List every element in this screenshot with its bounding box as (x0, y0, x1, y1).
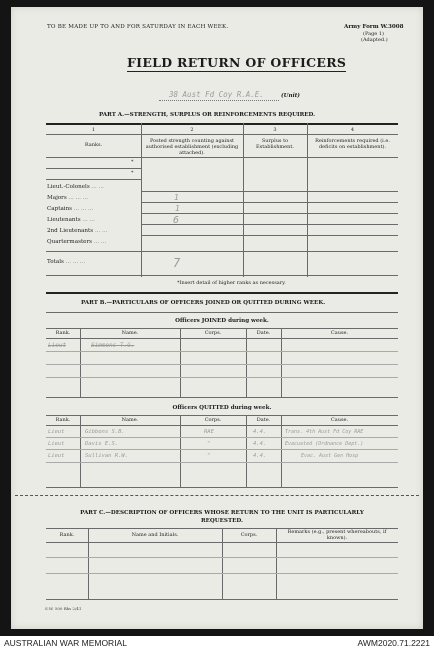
totals-rule (46, 251, 398, 252)
part-c-vline (88, 528, 89, 599)
rank-lieut-colonels: Lieut.-Colonels ... ... (47, 184, 104, 190)
ranks-header: Ranks. (84, 142, 103, 148)
adapted-note: (Adapted.) (361, 37, 388, 43)
quitted-row-2-rank: Lieut (48, 441, 65, 447)
quitted-row-1-corps: RAE (204, 429, 214, 435)
quitted-row-3-rank: Lieut (48, 453, 65, 459)
quitted-vline (80, 415, 81, 487)
part-c-vline (276, 528, 277, 599)
rank-2nd-lieutenants: 2nd Lieutenants ... ... (47, 228, 108, 234)
quitted-bottom-rule (46, 487, 398, 488)
joined-vline (80, 328, 81, 397)
unit-label: (Unit) (281, 93, 300, 99)
quitted-col-cause: Cause. (330, 417, 349, 423)
quitted-row-2-name: Davis E.S. (85, 441, 119, 447)
captains-count: 1 (175, 204, 180, 213)
quitted-vline (180, 415, 181, 487)
quitted-col-corps: Corps. (204, 417, 222, 423)
part-a-top-rule (46, 123, 398, 125)
quitted-row-3-corps: " (207, 453, 211, 459)
row-rule (141, 202, 398, 203)
quitted-vline (246, 415, 247, 487)
totals-text: Totals (47, 259, 64, 265)
rank-rule (46, 168, 141, 169)
rank-lieutenants: Lieutenants ... ... (47, 217, 95, 223)
custom-rank-marker-1: * (131, 159, 134, 165)
row-rule (141, 191, 398, 192)
joined-bottom-rule (46, 397, 398, 398)
part-c-col-rank: Rank. (59, 532, 75, 538)
quitted-row-1-cause: Trans. 4th Aust Fd Coy RAE (285, 429, 364, 435)
part-c-heading-line1: PART C.—DESCRIPTION OF OFFICERS WHOSE RETURN TO THE UNIT IS PARTICULARLY (80, 510, 364, 516)
footer-accession: AWM2020.71.2221 (357, 638, 430, 648)
rank-label: Captains (47, 206, 73, 212)
quitted-row-2-cause: Evacuated (Ordnance Dept.) (285, 441, 364, 447)
page-number: (Page 1) (363, 31, 384, 37)
rank-label: Majors (47, 195, 67, 201)
rank-label: 2nd Lieutenants (47, 228, 94, 234)
part-c-col-name: Name and Initials. (131, 532, 179, 538)
quitted-row-rule (46, 449, 398, 450)
quitted-col-rank: Rank. (55, 417, 71, 423)
rank-label: Lieutenants (47, 217, 81, 223)
row-rule (141, 224, 398, 225)
lieutenants-count: 6 (173, 215, 180, 226)
part-a-vline-1 (141, 123, 142, 277)
print-code: S.W. 500 Bks 2/41 (45, 606, 82, 611)
unit-dotted-line (159, 100, 279, 101)
joined-header-rule-top (46, 328, 398, 329)
quitted-row-3-cause: Evac. Aust Gen Hosp (301, 453, 359, 459)
col-number-4: 4 (350, 127, 355, 133)
quitted-header-rule-top (46, 415, 398, 416)
joined-col-date: Date. (256, 330, 271, 336)
quitted-row-3-name: Sullivan R.W. (85, 453, 129, 459)
joined-row-rule (46, 364, 398, 365)
quitted-title: Officers QUITTED during week. (172, 405, 272, 411)
part-c-heading-line2: REQUESTED. (201, 518, 243, 524)
col-number-2: 2 (190, 127, 194, 133)
quitted-col-name: Name. (121, 417, 139, 423)
totals-value: 7 (173, 256, 181, 270)
part-c-bottom-rule (46, 599, 398, 600)
rank-label: Quartermasters (47, 239, 93, 245)
joined-row-rule (46, 377, 398, 378)
quitted-row-3-date: 4.4. (253, 453, 267, 459)
part-c-row-rule (46, 557, 398, 558)
joined-col-corps: Corps. (204, 330, 222, 336)
joined-row-rule (46, 351, 398, 352)
rank-quartermasters: Quartermasters ... ... (47, 239, 107, 245)
form-number: Army Form W.3008 (344, 24, 404, 30)
part-a-header-rule (46, 134, 398, 135)
part-a-heading: PART A.—STRENGTH, SURPLUS OR REINFORCEMENTS REQUIRED. (99, 112, 316, 118)
part-c-vline (222, 528, 223, 599)
part-c-col-corps: Corps. (240, 532, 258, 538)
joined-row-name: Simmons T.G. (91, 342, 135, 349)
row-rule (141, 235, 398, 236)
part-b-rule (46, 312, 398, 313)
footnote: *Insert detail of higher ranks as necessary. (177, 280, 286, 286)
col-number-1: 1 (91, 127, 96, 133)
part-c-col-remarks: Remarks (e.g., present whereabouts, if known). (287, 529, 387, 541)
quitted-row-1-date: 4.4. (253, 429, 267, 435)
perforation-line (15, 495, 419, 496)
joined-title: Officers JOINED during week. (175, 318, 269, 324)
quitted-row-rule (46, 437, 398, 438)
quitted-row-1-rank: Lieut (48, 429, 65, 435)
rank-captains: Captains ... ... ... (47, 206, 94, 212)
quitted-row-2-date: 4.4. (253, 441, 267, 447)
quitted-row-2-corps: " (207, 441, 211, 447)
page-title: FIELD RETURN OF OFFICERS (127, 55, 347, 70)
joined-vline (246, 328, 247, 397)
part-a-bottom-rule (46, 275, 398, 276)
quitted-row-rule (46, 462, 398, 463)
form-sheet (11, 7, 423, 629)
part-a-vline-3 (307, 123, 308, 277)
joined-row-rank: Lieut (48, 342, 67, 349)
joined-header-rule (46, 338, 398, 339)
joined-vline (281, 328, 282, 397)
rank-majors: Majors ... ... ... (47, 195, 89, 201)
joined-col-name: Name. (121, 330, 139, 336)
joined-col-cause: Cause. (330, 330, 349, 336)
quitted-vline (281, 415, 282, 487)
part-a-body-rule (46, 157, 398, 158)
part-b-top-rule (46, 292, 398, 294)
row-rule (141, 213, 398, 214)
header-note: TO BE MADE UP TO AND FOR SATURDAY IN EACH WEEK. (47, 24, 229, 30)
part-a-vline-2 (243, 123, 244, 277)
col-number-3: 3 (273, 127, 277, 133)
part-b-heading: PART B.—PARTICULARS OF OFFICERS JOINED OR QUITTED DURING WEEK. (81, 300, 326, 306)
unit-handwritten: 38 Aust Fd Coy R.A.E. (169, 90, 264, 99)
totals-label: Totals ... ... ... (47, 259, 86, 265)
rank-label: Lieut.-Colonels (47, 184, 90, 190)
posted-strength-header: Posted strength counting against authorised establishment (excluding attached). (145, 138, 239, 156)
quitted-header-rule (46, 425, 398, 426)
reinforcements-header: Reinforcements required (i.e. deficits on establishment). (315, 138, 390, 150)
part-c-row-rule (46, 573, 398, 574)
quitted-row-1-name: Gibbons S.B. (85, 429, 125, 435)
custom-rank-marker-2: * (131, 170, 134, 176)
quitted-col-date: Date. (256, 417, 271, 423)
rank-rule (46, 179, 141, 180)
joined-col-rank: Rank. (55, 330, 71, 336)
footer-source: AUSTRALIAN WAR MEMORIAL (4, 638, 127, 648)
surplus-header: Surplus to Establishment. (256, 138, 294, 150)
majors-count: 1 (174, 193, 179, 202)
joined-vline (180, 328, 181, 397)
